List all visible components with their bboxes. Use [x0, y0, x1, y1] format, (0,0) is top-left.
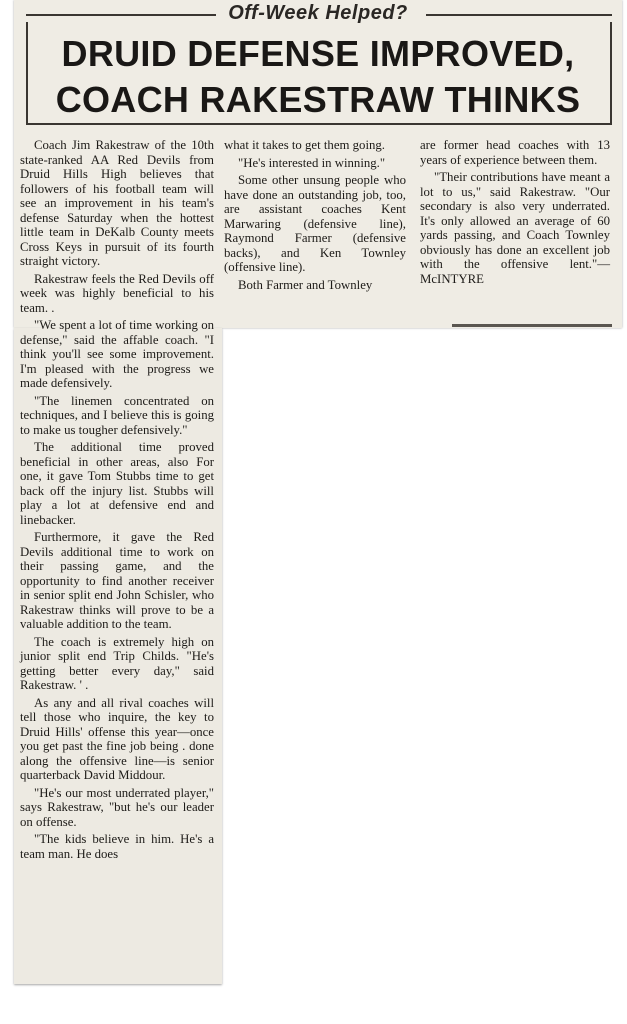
headline-line-2: COACH RAKESTRAW THINKS: [55, 79, 581, 120]
paragraph: The coach is extremely high on junior split end Trip Childs. "He's getting better every day," said Rakestraw. ' .: [20, 634, 214, 692]
paragraph: Coach Jim Rakestraw of the 10th state-ranked AA Red Devils from Druid Hills High believes that followers of his football team will see an improvement in his team's defense Saturday when the hottest little team in DeKalb County meets Cross Keys in pursuit of its fourth straight victory.: [20, 138, 214, 268]
column-2: [224, 138, 406, 295]
paragraph: "The linemen concentrated on techniques, and I believe this is going to make us tougher defensively.": [20, 393, 214, 437]
paragraph: "We spent a lot of time working on defense," said the affable coach. "I think you'll see some improvement. I'm pleased with the progress we made defensively.: [20, 318, 214, 390]
paragraph: Furthermore, it gave the Red Devils additional time to work on their passing game, and the opportunity to find another receiver in senior split end John Schisler, who Rakestraw thinks will prove to be a valuable addition to the team.: [20, 530, 214, 631]
column-1: [20, 138, 214, 864]
paragraph: "He's interested in winning.": [238, 155, 386, 170]
paragraph: Rakestraw feels the Red Devils off week was highly beneficial to his team. .: [20, 271, 214, 315]
paragraph: As any and all rival coaches will tell those who inquire, the key to Druid Hills' offense this year—once you get past the fine job being . done along the offensive line—is senior quarterback David Middour.: [20, 695, 214, 782]
kicker: Off-Week Helped?: [228, 2, 408, 24]
paragraph: "He's our most underrated player," says Rakestraw, "but he's our leader on offense.: [20, 785, 214, 829]
paragraph: "The kids believe in him. He's a team man. He does: [20, 832, 214, 861]
paragraph: what it takes to get them going.: [224, 138, 385, 152]
end-rule: [452, 324, 612, 327]
paragraph: Both Farmer and Townley: [238, 277, 373, 292]
paragraph: "Their contributions have meant a lot to us," said Rakestraw. "Our secondary is also very underrated. It's only allowed an average of 60 yards passing, and Coach Townley obviously has done an excellent job with the offensive lent."—McINTYRE: [420, 170, 610, 286]
column-3: [420, 138, 610, 289]
paragraph: Some other unsung people who have done an outstanding job, too, are assistant coaches Kent Marwaring (defensive line), Raymond Farmer (defensive backs), and Ken Townley (offensive line).: [224, 173, 406, 274]
paragraph: are former head coaches with 13 years of experience between them.: [420, 138, 610, 167]
paragraph: The additional time proved beneficial in other areas, also For one, it gave Tom Stubbs time to get back off the injury list. Stubbs will play a lot at defensive end and linebacker.: [20, 440, 214, 527]
headline-line-1: DRUID DEFENSE IMPROVED,: [61, 33, 575, 74]
